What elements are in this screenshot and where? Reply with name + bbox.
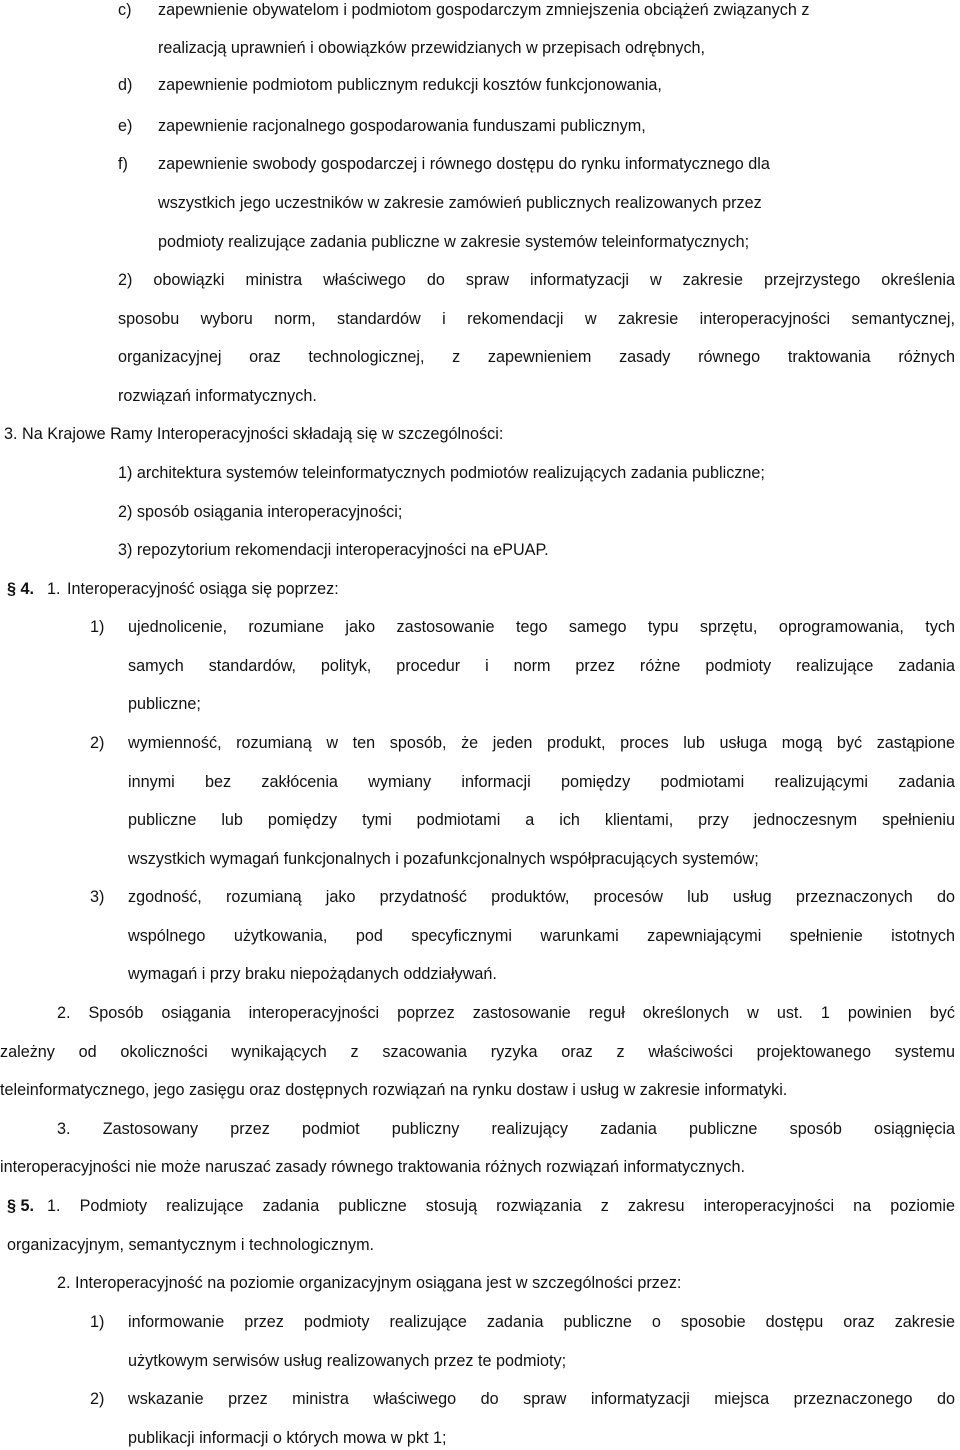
list-marker: 1)	[90, 1313, 105, 1331]
list-item-line: użytkowym serwisów usług realizowanych przez te podmioty;	[128, 1352, 567, 1370]
list-item-e-line: zapewnienie racjonalnego gospodarowania funduszami publicznym,	[158, 117, 646, 135]
paragraph-4-ust-3-line: interoperacyjności nie może naruszać zasady równego traktowania różnych rozwiązań informatycznych.	[0, 1158, 745, 1176]
list-marker: 2)	[90, 734, 105, 752]
list-item-f-line: podmioty realizujące zadania publiczne w zakresie systemów teleinformatycznych;	[158, 233, 750, 251]
paragraph-line: 2) obowiązki ministra właściwego do spraw informatyzacji w zakresie przejrzystego określenia	[118, 271, 955, 289]
list-item-line: wymienność, rozumianą w ten sposób, że jeden produkt, proces lub usługa mogą być zastąpione	[128, 734, 955, 752]
list-marker-d: d)	[118, 76, 133, 94]
list-item-line: innymi bez zakłócenia wymiany informacji pomiędzy podmiotami realizującymi zadania	[128, 773, 955, 791]
paragraph-5-ust-1-line: 1. Podmioty realizujące zadania publiczne stosują rozwiązania z zakresu interoperacyjności na poziomie	[47, 1197, 955, 1215]
list-item-line: wymagań i przy braku niepożądanych oddziaływań.	[128, 965, 497, 983]
list-marker-c: c)	[118, 1, 132, 19]
section-3-heading: 3. Na Krajowe Ramy Interoperacyjności składają się w szczególności:	[4, 425, 504, 443]
list-item-line: wszystkich wymagań funkcjonalnych i pozafunkcjonalnych współpracujących systemów;	[128, 850, 759, 868]
list-marker: 3)	[90, 888, 105, 906]
list-item-line: publikacji informacji o których mowa w pkt 1;	[128, 1429, 447, 1447]
list-item-line: wskazanie przez ministra właściwego do spraw informatyzacji miejsca przeznaczonego do	[128, 1390, 955, 1408]
list-item-d-line: zapewnienie podmiotom publicznym redukcji kosztów funkcjonowania,	[158, 76, 662, 94]
list-item-line: informowanie przez podmioty realizujące zadania publiczne o sposobie dostępu oraz zakresie	[128, 1313, 955, 1331]
paragraph-line: organizacyjnej oraz technologicznej, z zapewnieniem zasady równego traktowania różnych	[118, 348, 955, 366]
paragraph-4-ust-2-line: teleinformatycznego, jego zasięgu oraz dostępnych rozwiązań na rynku dostaw i usług w zakresie informatyki.	[0, 1081, 788, 1099]
list-item-line: ujednolicenie, rozumiane jako zastosowanie tego samego typu sprzętu, oprogramowania, tych	[128, 618, 955, 636]
list-item-f-line: zapewnienie swobody gospodarczej i równego dostępu do rynku informatycznego dla	[158, 155, 770, 173]
paragraph-4-ust-2-line: 2. Sposób osiągania interoperacyjności poprzez zastosowanie reguł określonych w ust. 1 powinien być	[57, 1004, 955, 1022]
list-item-f-line: wszystkich jego uczestników w zakresie zamówień publicznych realizowanych przez	[158, 194, 762, 212]
paragraph-4-ust-2-line: zależny od okoliczności wynikających z szacowania ryzyka oraz z właściwości projektowanego systemu	[0, 1043, 955, 1061]
paragraph-4-ust-3-line: 3. Zastosowany przez podmiot publiczny realizujący zadania publiczne sposób osiągnięcia	[57, 1120, 955, 1138]
list-item-line: publiczne lub pomiędzy tymi podmiotami a ich klientami, przy jednoczesnym spełnieniu	[128, 811, 955, 829]
list-marker: 1)	[90, 618, 105, 636]
paragraph-line: rozwiązań informatycznych.	[118, 387, 317, 405]
list-marker-e: e)	[118, 117, 133, 135]
section-3-item: 2) sposób osiągania interoperacyjności;	[118, 503, 403, 521]
paragraph-line: sposobu wyboru norm, standardów i rekomendacji w zakresie interoperacyjności semantycznej,	[118, 310, 955, 328]
paragraph-5-ust-2-heading: 2. Interoperacyjność na poziomie organizacyjnym osiągana jest w szczególności przez:	[57, 1274, 682, 1292]
list-marker-f: f)	[118, 155, 128, 173]
paragraph-4-ust-1-number: 1.	[47, 580, 61, 598]
list-item-c-line: zapewnienie obywatelom i podmiotom gospodarczym zmniejszenia obciążeń związanych z	[158, 1, 810, 19]
list-item-line: wspólnego użytkowania, pod specyficznymi warunkami zapewniającymi spełnienie istotnych	[128, 927, 955, 945]
list-item-c-line: realizacją uprawnień i obowiązków przewidzianych w przepisach odrębnych,	[158, 39, 706, 57]
paragraph-4-label: § 4.	[7, 580, 35, 598]
paragraph-5-ust-1-line: organizacyjnym, semantycznym i technologicznym.	[7, 1236, 375, 1254]
list-item-line: publiczne;	[128, 695, 201, 713]
list-marker: 2)	[90, 1390, 105, 1408]
section-3-item: 1) architektura systemów teleinformatycznych podmiotów realizujących zadania publiczne;	[118, 464, 765, 482]
list-item-line: samych standardów, polityk, procedur i norm przez różne podmioty realizujące zadania	[128, 657, 955, 675]
section-3-item: 3) repozytorium rekomendacji interoperacyjności na ePUAP.	[118, 541, 549, 559]
paragraph-5-label: § 5.	[7, 1197, 35, 1215]
list-item-line: zgodność, rozumianą jako przydatność produktów, procesów lub usług przeznaczonych do	[128, 888, 955, 906]
paragraph-4-ust-1-text: Interoperacyjność osiąga się poprzez:	[67, 580, 339, 598]
